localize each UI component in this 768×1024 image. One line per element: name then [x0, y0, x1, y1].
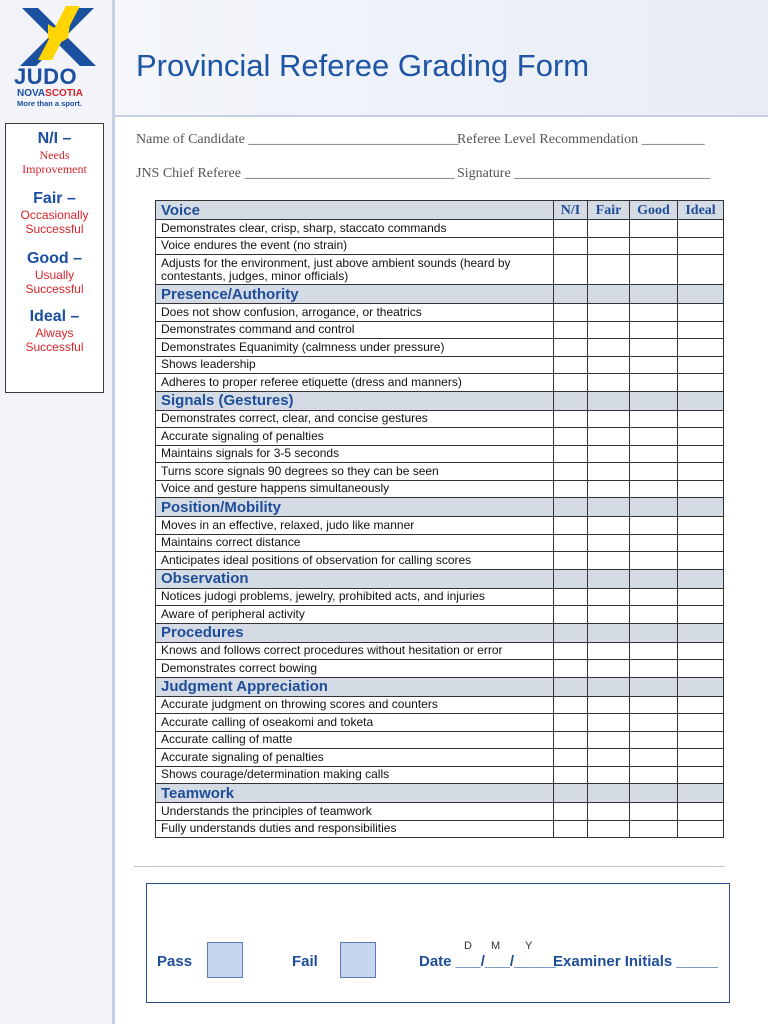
- rating-cell[interactable]: [588, 480, 630, 498]
- rating-cell[interactable]: [588, 642, 630, 660]
- rating-cell[interactable]: [554, 660, 588, 678]
- rating-cell[interactable]: [678, 803, 724, 821]
- rating-cell[interactable]: [678, 534, 724, 552]
- rating-cell[interactable]: [678, 606, 724, 624]
- section-header-row: [156, 201, 724, 220]
- criteria-row: [156, 255, 724, 285]
- pass-checkbox[interactable]: [207, 942, 243, 978]
- section-title: Observation: [156, 569, 554, 588]
- section-title: Voice: [156, 201, 554, 220]
- rating-cell[interactable]: [678, 820, 724, 838]
- criteria-label: Turns score signals 90 degrees so they can be seen: [156, 463, 554, 481]
- rating-cell[interactable]: [554, 588, 588, 606]
- criteria-label: Notices judogi problems, jewelry, prohibited acts, and injuries: [156, 588, 554, 606]
- criteria-label: Accurate calling of oseakomi and toketa: [156, 714, 554, 732]
- grading-table: [155, 200, 724, 838]
- section-header-cell: [554, 677, 588, 696]
- pass-label: Pass: [157, 953, 193, 970]
- criteria-row: [156, 339, 724, 357]
- header-divider: [115, 115, 768, 117]
- rating-cell[interactable]: [554, 803, 588, 821]
- legend-desc-ni-2: Improvement: [22, 162, 87, 176]
- criteria-label: Does not show confusion, arrogance, or theatrics: [156, 304, 554, 322]
- rating-cell[interactable]: [588, 714, 630, 732]
- section-title: Signals (Gestures): [156, 391, 554, 410]
- criteria-label: Demonstrates Equanimity (calmness under pressure): [156, 339, 554, 357]
- rating-cell[interactable]: [588, 696, 630, 714]
- criteria-label: Knows and follows correct procedures without hesitation or error: [156, 642, 554, 660]
- criteria-label: Fully understands duties and responsibilities: [156, 820, 554, 838]
- column-header: Ideal: [678, 201, 724, 220]
- rating-cell[interactable]: [554, 304, 588, 322]
- column-header: Fair: [588, 201, 630, 220]
- rating-cell[interactable]: [678, 552, 724, 570]
- rating-cell[interactable]: [678, 766, 724, 784]
- criteria-row: [156, 714, 724, 732]
- rating-cell[interactable]: [678, 588, 724, 606]
- section-header-row: [156, 285, 724, 304]
- section-header-cell: [678, 623, 724, 642]
- rating-cell[interactable]: [554, 696, 588, 714]
- rating-cell[interactable]: [678, 428, 724, 446]
- rating-cell[interactable]: [630, 660, 678, 678]
- criteria-label: Aware of peripheral activity: [156, 606, 554, 624]
- rating-cell[interactable]: [554, 428, 588, 446]
- criteria-row: [156, 410, 724, 428]
- criteria-row: [156, 374, 724, 392]
- rating-cell[interactable]: [588, 463, 630, 481]
- section-header-cell: [678, 784, 724, 803]
- section-header-cell: [588, 498, 630, 517]
- section-header-cell: [678, 677, 724, 696]
- criteria-row: [156, 445, 724, 463]
- criteria-row: [156, 803, 724, 821]
- legend-desc-ideal-1: Always: [35, 326, 74, 340]
- rating-cell[interactable]: [678, 660, 724, 678]
- rating-cell[interactable]: [678, 304, 724, 322]
- rating-cell[interactable]: [588, 237, 630, 255]
- rating-cell[interactable]: [554, 339, 588, 357]
- section-header-cell: [678, 285, 724, 304]
- rating-cell[interactable]: [630, 304, 678, 322]
- rating-cell[interactable]: [630, 463, 678, 481]
- rating-cell[interactable]: [630, 374, 678, 392]
- rating-cell[interactable]: [630, 766, 678, 784]
- rating-cell[interactable]: [630, 237, 678, 255]
- section-title: Judgment Appreciation: [156, 677, 554, 696]
- date-field[interactable]: Date ___/___/_____: [419, 953, 556, 970]
- rating-cell[interactable]: [588, 803, 630, 821]
- rating-cell[interactable]: [554, 374, 588, 392]
- section-header-cell: [554, 498, 588, 517]
- criteria-row: [156, 237, 724, 255]
- rating-cell[interactable]: [588, 255, 630, 285]
- logo-nova-scotia: [17, 88, 83, 99]
- rating-cell[interactable]: [588, 410, 630, 428]
- section-header-cell: [554, 784, 588, 803]
- section-header-cell: [630, 784, 678, 803]
- section-header-cell: [588, 623, 630, 642]
- rating-cell[interactable]: [630, 820, 678, 838]
- section-header-row: [156, 623, 724, 642]
- rating-cell[interactable]: [554, 552, 588, 570]
- fail-checkbox[interactable]: [340, 942, 376, 978]
- date-day-hint: D: [464, 940, 472, 952]
- rating-cell[interactable]: [678, 374, 724, 392]
- rating-cell[interactable]: [678, 339, 724, 357]
- rating-cell[interactable]: [588, 356, 630, 374]
- date-month-hint: M: [491, 940, 501, 952]
- candidate-name-field[interactable]: Name of Candidate ______________________________: [136, 132, 459, 147]
- section-header-cell: [630, 623, 678, 642]
- criteria-row: [156, 731, 724, 749]
- legend-term-ni: N/I –: [37, 130, 72, 147]
- rating-cell[interactable]: [554, 749, 588, 767]
- rating-cell[interactable]: [588, 749, 630, 767]
- rating-cell[interactable]: [630, 410, 678, 428]
- page-title: Provincial Referee Grading Form: [136, 48, 590, 83]
- criteria-label: Demonstrates correct bowing: [156, 660, 554, 678]
- rating-cell[interactable]: [554, 463, 588, 481]
- rating-cell[interactable]: [554, 820, 588, 838]
- criteria-row: [156, 588, 724, 606]
- rating-cell[interactable]: [554, 321, 588, 339]
- criteria-label: Accurate signaling of penalties: [156, 749, 554, 767]
- criteria-row: [156, 517, 724, 535]
- rating-cell[interactable]: [630, 696, 678, 714]
- rating-cell[interactable]: [588, 552, 630, 570]
- criteria-row: [156, 534, 724, 552]
- signature-field[interactable]: Signature ____________________________: [457, 166, 711, 181]
- criteria-label: Demonstrates correct, clear, and concise gestures: [156, 410, 554, 428]
- legend-desc-fair-2: Successful: [25, 222, 84, 236]
- logo-scotia: SCOTIA: [45, 88, 83, 99]
- criteria-label: Adjusts for the environment, just above ambient sounds (heard by contestants, judges, minor officials): [156, 255, 554, 285]
- section-divider: [134, 866, 725, 867]
- rating-cell[interactable]: [630, 731, 678, 749]
- criteria-row: [156, 552, 724, 570]
- rating-cell[interactable]: [588, 517, 630, 535]
- rating-cell[interactable]: [554, 255, 588, 285]
- rating-cell[interactable]: [678, 463, 724, 481]
- legend-desc-ideal-2: Successful: [25, 340, 84, 354]
- fail-label: Fail: [292, 953, 318, 970]
- rating-cell[interactable]: [588, 339, 630, 357]
- chief-referee-field[interactable]: JNS Chief Referee ______________________________: [136, 166, 455, 181]
- section-header-row: [156, 784, 724, 803]
- section-header-cell: [678, 498, 724, 517]
- criteria-label: Demonstrates command and control: [156, 321, 554, 339]
- criteria-label: Understands the principles of teamwork: [156, 803, 554, 821]
- section-header-cell: [588, 569, 630, 588]
- referee-level-field[interactable]: Referee Level Recommendation _________: [457, 132, 705, 147]
- section-header-row: [156, 391, 724, 410]
- legend-desc-fair-1: Occasionally: [20, 208, 89, 222]
- section-header-row: [156, 677, 724, 696]
- legend-desc-good-1: Usually: [34, 268, 75, 282]
- section-header-cell: [630, 498, 678, 517]
- rating-cell[interactable]: [678, 410, 724, 428]
- section-header-cell: [588, 784, 630, 803]
- rating-cell[interactable]: [630, 321, 678, 339]
- rating-cell[interactable]: [588, 588, 630, 606]
- rating-cell[interactable]: [630, 445, 678, 463]
- rating-cell[interactable]: [678, 731, 724, 749]
- section-header-cell: [678, 391, 724, 410]
- criteria-row: [156, 356, 724, 374]
- section-header-cell: [554, 285, 588, 304]
- logo-nova: NOVA: [17, 88, 46, 99]
- rating-cell[interactable]: [678, 445, 724, 463]
- rating-cell[interactable]: [630, 803, 678, 821]
- criteria-row: [156, 463, 724, 481]
- legend-term-good: Good –: [26, 250, 83, 267]
- criteria-label: Accurate judgment on throwing scores and counters: [156, 696, 554, 714]
- rating-cell[interactable]: [554, 642, 588, 660]
- criteria-label: Shows leadership: [156, 356, 554, 374]
- rating-cell[interactable]: [678, 255, 724, 285]
- section-title: Position/Mobility: [156, 498, 554, 517]
- rating-cell[interactable]: [630, 749, 678, 767]
- rating-cell[interactable]: [588, 374, 630, 392]
- section-header-cell: [630, 677, 678, 696]
- rating-cell[interactable]: [554, 410, 588, 428]
- column-header: Good: [630, 201, 678, 220]
- rating-cell[interactable]: [678, 356, 724, 374]
- rating-cell[interactable]: [554, 220, 588, 238]
- rating-cell[interactable]: [678, 321, 724, 339]
- rating-cell[interactable]: [630, 714, 678, 732]
- rating-cell[interactable]: [678, 220, 724, 238]
- legend-term-ideal: Ideal –: [29, 308, 80, 325]
- legend-desc-good-2: Successful: [25, 282, 84, 296]
- section-header-row: [156, 498, 724, 517]
- rating-cell[interactable]: [678, 480, 724, 498]
- rating-cell[interactable]: [630, 552, 678, 570]
- criteria-row: [156, 480, 724, 498]
- rating-cell[interactable]: [588, 731, 630, 749]
- criteria-row: [156, 749, 724, 767]
- rating-cell[interactable]: [554, 766, 588, 784]
- examiner-initials-field[interactable]: Examiner Initials _____: [553, 953, 719, 970]
- section-header-cell: [630, 569, 678, 588]
- criteria-row: [156, 820, 724, 838]
- date-year-hint: Y: [525, 940, 533, 952]
- result-box: [146, 883, 730, 1003]
- section-header-row: [156, 569, 724, 588]
- rating-cell[interactable]: [588, 321, 630, 339]
- criteria-label: Maintains correct distance: [156, 534, 554, 552]
- rating-cell[interactable]: [630, 480, 678, 498]
- criteria-row: [156, 304, 724, 322]
- rating-cell[interactable]: [630, 220, 678, 238]
- rating-cell[interactable]: [678, 237, 724, 255]
- criteria-label: Demonstrates clear, crisp, sharp, staccato commands: [156, 220, 554, 238]
- section-header-cell: [554, 623, 588, 642]
- criteria-row: [156, 696, 724, 714]
- legend-desc-ni-1: Needs: [39, 148, 70, 162]
- criteria-label: Moves in an effective, relaxed, judo like manner: [156, 517, 554, 535]
- rating-cell[interactable]: [588, 428, 630, 446]
- rating-cell[interactable]: [588, 445, 630, 463]
- logo-judo-text: JUDO: [14, 64, 78, 89]
- rating-cell[interactable]: [554, 731, 588, 749]
- criteria-label: Accurate calling of matte: [156, 731, 554, 749]
- criteria-label: Voice and gesture happens simultaneously: [156, 480, 554, 498]
- criteria-label: Shows courage/determination making calls: [156, 766, 554, 784]
- section-header-cell: [630, 285, 678, 304]
- section-header-cell: [554, 569, 588, 588]
- section-title: Procedures: [156, 623, 554, 642]
- rating-cell[interactable]: [588, 304, 630, 322]
- rating-cell[interactable]: [588, 660, 630, 678]
- rating-cell[interactable]: [630, 356, 678, 374]
- rating-cell[interactable]: [554, 534, 588, 552]
- sidebar-divider: [112, 0, 115, 1024]
- criteria-row: [156, 321, 724, 339]
- rating-cell[interactable]: [678, 517, 724, 535]
- rating-cell[interactable]: [588, 220, 630, 238]
- rating-cell[interactable]: [588, 534, 630, 552]
- rating-cell[interactable]: [678, 749, 724, 767]
- criteria-row: [156, 220, 724, 238]
- section-header-cell: [678, 569, 724, 588]
- section-header-cell: [554, 391, 588, 410]
- rating-cell[interactable]: [678, 714, 724, 732]
- criteria-row: [156, 642, 724, 660]
- rating-cell[interactable]: [554, 356, 588, 374]
- criteria-label: Anticipates ideal positions of observation for calling scores: [156, 552, 554, 570]
- rating-cell[interactable]: [554, 480, 588, 498]
- criteria-row: [156, 606, 724, 624]
- criteria-label: Voice endures the event (no strain): [156, 237, 554, 255]
- criteria-row: [156, 428, 724, 446]
- rating-cell[interactable]: [630, 606, 678, 624]
- rating-cell[interactable]: [554, 237, 588, 255]
- rating-cell[interactable]: [554, 714, 588, 732]
- legend-term-fair: Fair –: [33, 190, 76, 207]
- criteria-row: [156, 766, 724, 784]
- section-header-cell: [588, 391, 630, 410]
- rating-cell[interactable]: [630, 534, 678, 552]
- criteria-label: Maintains signals for 3-5 seconds: [156, 445, 554, 463]
- section-header-cell: [630, 391, 678, 410]
- criteria-row: [156, 660, 724, 678]
- criteria-label: Accurate signaling of penalties: [156, 428, 554, 446]
- rating-cell[interactable]: [554, 517, 588, 535]
- rating-cell[interactable]: [630, 642, 678, 660]
- rating-cell[interactable]: [678, 696, 724, 714]
- rating-cell[interactable]: [554, 445, 588, 463]
- section-header-cell: [588, 677, 630, 696]
- rating-cell[interactable]: [588, 766, 630, 784]
- rating-cell[interactable]: [630, 255, 678, 285]
- rating-cell[interactable]: [630, 588, 678, 606]
- rating-cell[interactable]: [630, 517, 678, 535]
- section-header-cell: [588, 285, 630, 304]
- rating-cell[interactable]: [678, 642, 724, 660]
- criteria-label: Adheres to proper referee etiquette (dress and manners): [156, 374, 554, 392]
- logo-tagline: More than a sport.: [17, 99, 83, 108]
- rating-cell[interactable]: [588, 606, 630, 624]
- rating-cell[interactable]: [588, 820, 630, 838]
- column-header: N/I: [554, 201, 588, 220]
- rating-cell[interactable]: [554, 606, 588, 624]
- rating-legend: [5, 123, 104, 393]
- section-title: Teamwork: [156, 784, 554, 803]
- rating-cell[interactable]: [630, 339, 678, 357]
- section-title: Presence/Authority: [156, 285, 554, 304]
- rating-cell[interactable]: [630, 428, 678, 446]
